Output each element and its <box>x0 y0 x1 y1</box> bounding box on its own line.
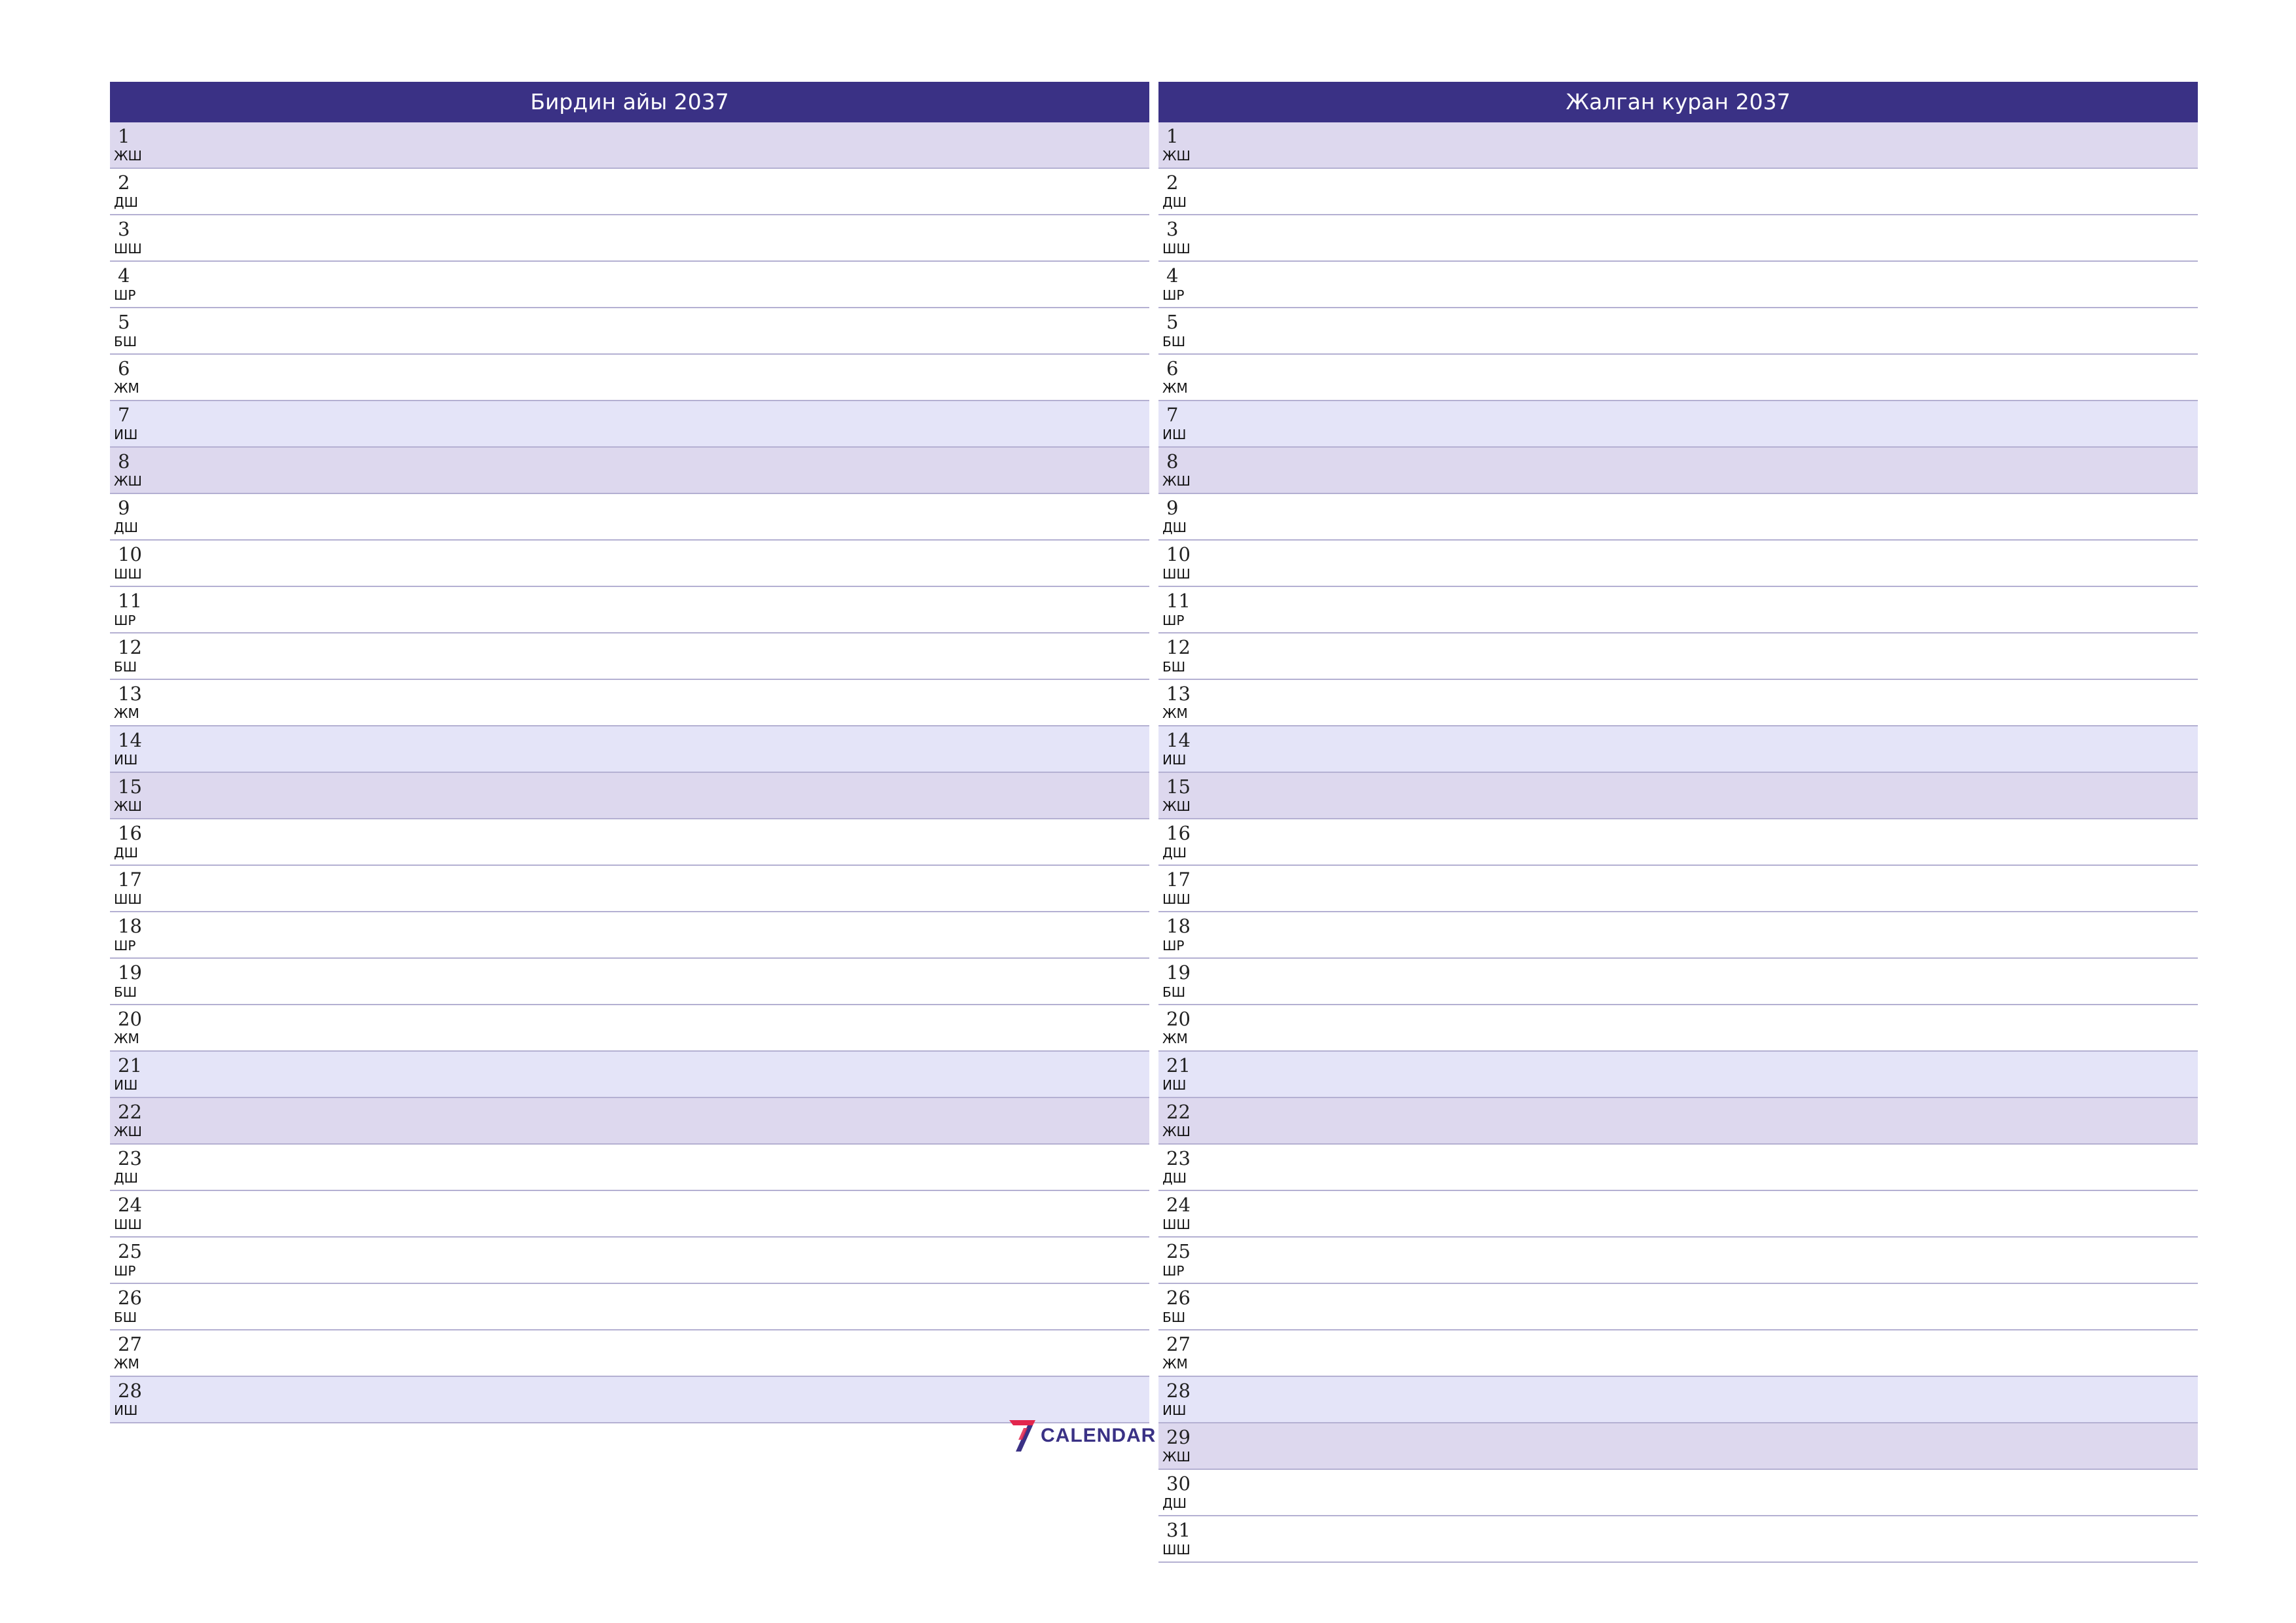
day-row <box>1158 1423 2198 1470</box>
day-row <box>110 726 1149 773</box>
day-row <box>1158 819 2198 866</box>
day-number: 17 <box>1166 868 1191 891</box>
day-number: 24 <box>118 1194 142 1216</box>
day-row <box>110 866 1149 912</box>
weekday-label: ЖМ <box>1162 380 1188 396</box>
weekday-label: БШ <box>1162 984 1186 1000</box>
day-row <box>110 1145 1149 1191</box>
weekday-label: БШ <box>114 984 137 1000</box>
weekday-label: ИШ <box>114 427 138 442</box>
weekday-label: ШШ <box>114 566 142 582</box>
day-row <box>1158 122 2198 169</box>
day-row <box>1158 494 2198 541</box>
day-list <box>1158 122 2198 1563</box>
day-row <box>110 819 1149 866</box>
weekday-label: ЖМ <box>114 1356 139 1372</box>
weekday-label: ШР <box>1162 1263 1185 1279</box>
day-number: 17 <box>118 868 142 891</box>
weekday-label: ДШ <box>1162 520 1187 535</box>
weekday-label: ДШ <box>114 1170 139 1186</box>
day-row <box>1158 1191 2198 1238</box>
day-row <box>110 633 1149 680</box>
weekday-label: ДШ <box>114 520 139 535</box>
day-number: 18 <box>118 915 142 937</box>
day-number: 6 <box>118 357 130 380</box>
day-number: 1 <box>118 125 130 147</box>
day-row <box>1158 866 2198 912</box>
logo-text: CALENDAR <box>1041 1425 1157 1446</box>
day-number: 4 <box>118 264 130 287</box>
day-number: 28 <box>1166 1380 1191 1402</box>
weekday-label: ШР <box>114 613 136 628</box>
day-number: 31 <box>1166 1519 1191 1541</box>
weekday-label: ИШ <box>114 1077 138 1093</box>
weekday-label: ЖШ <box>1162 473 1191 489</box>
weekday-label: БШ <box>1162 659 1186 675</box>
day-row <box>110 773 1149 819</box>
weekday-label: ШШ <box>114 1217 142 1232</box>
day-row <box>1158 262 2198 308</box>
day-row <box>110 1238 1149 1284</box>
weekday-label: ЖМ <box>1162 705 1188 721</box>
weekday-label: ДШ <box>1162 845 1187 861</box>
weekday-label: ИШ <box>1162 752 1187 768</box>
seven-logo-icon <box>1008 1419 1037 1453</box>
day-number: 9 <box>1166 497 1179 519</box>
weekday-label: ШР <box>114 1263 136 1279</box>
weekday-label: ШР <box>1162 938 1185 954</box>
weekday-label: ИШ <box>1162 427 1187 442</box>
day-row <box>110 1330 1149 1377</box>
weekday-label: БШ <box>114 659 137 675</box>
weekday-label: ЖШ <box>114 148 142 164</box>
day-number: 5 <box>1166 311 1179 333</box>
day-number: 14 <box>118 729 142 751</box>
weekday-label: ЖШ <box>1162 1124 1191 1139</box>
day-number: 9 <box>118 497 130 519</box>
day-number: 12 <box>118 636 142 658</box>
day-row <box>1158 308 2198 355</box>
weekday-label: ЖМ <box>114 1031 139 1046</box>
day-number: 26 <box>1166 1287 1191 1309</box>
weekday-label: ДШ <box>114 194 139 210</box>
weekday-label: ШР <box>114 287 136 303</box>
weekday-label: БШ <box>1162 1310 1186 1325</box>
weekday-label: ШР <box>1162 287 1185 303</box>
day-number: 8 <box>118 450 130 473</box>
weekday-label: ШШ <box>1162 891 1191 907</box>
day-number: 21 <box>118 1054 142 1077</box>
day-row <box>110 122 1149 169</box>
day-number: 5 <box>118 311 130 333</box>
day-number: 7 <box>1166 404 1179 426</box>
day-row <box>1158 773 2198 819</box>
day-number: 8 <box>1166 450 1179 473</box>
weekday-label: ЖШ <box>1162 148 1191 164</box>
day-row <box>110 1191 1149 1238</box>
day-number: 1 <box>1166 125 1179 147</box>
day-number: 20 <box>118 1008 142 1030</box>
day-number: 12 <box>1166 636 1191 658</box>
day-row <box>110 1377 1149 1423</box>
day-number: 2 <box>1166 171 1179 194</box>
day-number: 22 <box>118 1101 142 1123</box>
day-row <box>1158 726 2198 773</box>
day-row <box>110 1052 1149 1098</box>
day-number: 11 <box>1166 590 1191 612</box>
day-row <box>1158 912 2198 959</box>
day-number: 28 <box>118 1380 142 1402</box>
weekday-label: БШ <box>114 1310 137 1325</box>
day-row <box>1158 401 2198 448</box>
day-row <box>1158 1377 2198 1423</box>
weekday-label: ИШ <box>1162 1402 1187 1418</box>
day-row <box>110 494 1149 541</box>
day-number: 22 <box>1166 1101 1191 1123</box>
day-row <box>1158 169 2198 215</box>
weekday-label: ДШ <box>1162 1170 1187 1186</box>
weekday-label: ИШ <box>114 1402 138 1418</box>
day-row <box>1158 215 2198 262</box>
month-left <box>110 82 1149 1423</box>
day-row <box>110 1098 1149 1145</box>
day-number: 23 <box>118 1147 142 1169</box>
day-row <box>1158 633 2198 680</box>
weekday-label: ИШ <box>1162 1077 1187 1093</box>
day-row <box>1158 587 2198 633</box>
day-number: 10 <box>1166 543 1191 565</box>
weekday-label: ЖШ <box>1162 1449 1191 1465</box>
day-number: 16 <box>118 822 142 844</box>
day-row <box>110 959 1149 1005</box>
day-row <box>1158 1470 2198 1516</box>
weekday-label: ЖМ <box>1162 1031 1188 1046</box>
day-row <box>1158 1284 2198 1330</box>
day-number: 18 <box>1166 915 1191 937</box>
weekday-label: ДШ <box>114 845 139 861</box>
day-row <box>110 355 1149 401</box>
weekday-label: ЖМ <box>114 705 139 721</box>
day-number: 10 <box>118 543 142 565</box>
weekday-label: ИШ <box>114 752 138 768</box>
day-row <box>110 1005 1149 1052</box>
day-number: 25 <box>118 1240 142 1262</box>
day-number: 15 <box>118 776 142 798</box>
day-row <box>1158 1145 2198 1191</box>
weekday-label: ШШ <box>1162 241 1191 257</box>
day-row <box>1158 1098 2198 1145</box>
weekday-label: ЖШ <box>114 473 142 489</box>
day-number: 27 <box>118 1333 142 1355</box>
day-row <box>110 262 1149 308</box>
weekday-label: ШШ <box>114 891 142 907</box>
weekday-label: ШШ <box>1162 566 1191 582</box>
weekday-label: ЖМ <box>114 380 139 396</box>
day-number: 27 <box>1166 1333 1191 1355</box>
day-number: 30 <box>1166 1472 1191 1495</box>
day-number: 11 <box>118 590 142 612</box>
day-number: 2 <box>118 171 130 194</box>
day-list <box>110 122 1149 1423</box>
day-row <box>1158 1330 2198 1377</box>
day-number: 20 <box>1166 1008 1191 1030</box>
month-right <box>1158 82 2198 1563</box>
day-number: 23 <box>1166 1147 1191 1169</box>
weekday-label: ЖШ <box>1162 798 1191 814</box>
day-number: 6 <box>1166 357 1179 380</box>
day-row <box>1158 1052 2198 1098</box>
day-number: 4 <box>1166 264 1179 287</box>
day-number: 3 <box>1166 218 1179 240</box>
day-row <box>1158 1516 2198 1563</box>
day-number: 16 <box>1166 822 1191 844</box>
weekday-label: БШ <box>1162 334 1186 349</box>
day-row <box>110 1284 1149 1330</box>
day-row <box>1158 680 2198 726</box>
day-number: 7 <box>118 404 130 426</box>
day-number: 29 <box>1166 1426 1191 1448</box>
day-number: 24 <box>1166 1194 1191 1216</box>
day-number: 3 <box>118 218 130 240</box>
day-row <box>110 215 1149 262</box>
weekday-label: ШШ <box>1162 1217 1191 1232</box>
weekday-label: ШР <box>114 938 136 954</box>
day-row <box>110 541 1149 587</box>
weekday-label: ШШ <box>114 241 142 257</box>
day-number: 26 <box>118 1287 142 1309</box>
day-number: 21 <box>1166 1054 1191 1077</box>
brand-logo[interactable] <box>1008 1419 1156 1453</box>
day-row <box>110 587 1149 633</box>
day-row <box>1158 448 2198 494</box>
day-row <box>110 912 1149 959</box>
weekday-label: ШШ <box>1162 1542 1191 1558</box>
day-row <box>110 680 1149 726</box>
day-number: 19 <box>1166 961 1191 984</box>
day-row <box>110 169 1149 215</box>
weekday-label: ЖШ <box>114 1124 142 1139</box>
day-row <box>1158 355 2198 401</box>
day-number: 13 <box>118 683 142 705</box>
weekday-label: ДШ <box>1162 194 1187 210</box>
month-title: Бирдин айы 2037 <box>110 82 1149 122</box>
month-title: Жалган куран 2037 <box>1158 82 2198 122</box>
day-number: 14 <box>1166 729 1191 751</box>
day-row <box>1158 959 2198 1005</box>
day-row <box>110 308 1149 355</box>
day-row <box>110 401 1149 448</box>
weekday-label: ШР <box>1162 613 1185 628</box>
day-row <box>110 448 1149 494</box>
weekday-label: ЖШ <box>114 798 142 814</box>
day-number: 15 <box>1166 776 1191 798</box>
day-number: 19 <box>118 961 142 984</box>
day-number: 25 <box>1166 1240 1191 1262</box>
day-number: 13 <box>1166 683 1191 705</box>
day-row <box>1158 541 2198 587</box>
weekday-label: БШ <box>114 334 137 349</box>
day-row <box>1158 1238 2198 1284</box>
weekday-label: ЖМ <box>1162 1356 1188 1372</box>
weekday-label: ДШ <box>1162 1495 1187 1511</box>
day-row <box>1158 1005 2198 1052</box>
